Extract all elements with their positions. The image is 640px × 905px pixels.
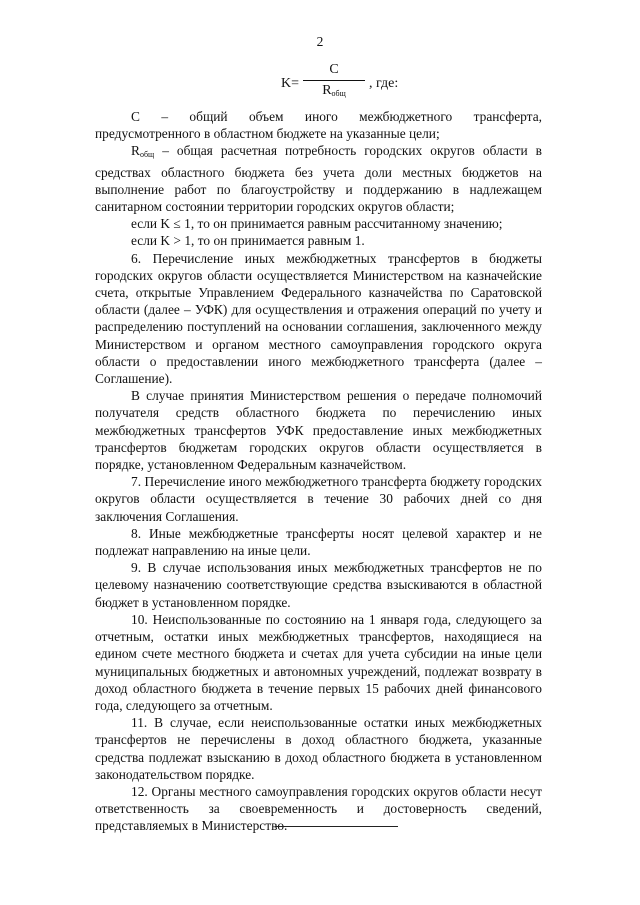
paragraph: 7. Перечисление иного межбюджетного трансферта бюджету городских округов области осуществляется в течение 30 рабочих дней со дня заключения Соглашения.	[95, 474, 542, 524]
paragraph: если K > 1, то он принимается равным 1.	[131, 233, 365, 249]
formula-numerator: C	[329, 62, 339, 77]
fraction-bar	[303, 80, 365, 81]
paragraph: если K ≤ 1, то он принимается равным рассчитанному значению;	[131, 216, 503, 232]
variable-symbol: R	[131, 143, 140, 159]
paragraph: В случае принятия Министерством решения о передаче полномочий получателя средств областного бюджета по перечислению иных межбюджетных трансфертов УФК предоставление иных межбюджетных трансфертов бюджетам городских округов области осуществляется в порядке, установленном Федеральным казначейством.	[95, 388, 542, 473]
variable-subscript: общ	[139, 150, 155, 160]
paragraph: 11. В случае, если неиспользованные остатки иных межбюджетных трансфертов не перечислены в доход областного бюджета, указанные средства подлежат взысканию в доход областного бюджета в установленном законодательством порядке.	[95, 715, 542, 782]
page-number: 2	[316, 34, 324, 49]
paragraph-text: – общая расчетная потребность городских округов области в средствах областного бюджета без учета доли местных бюджетов на выполнение работ по благоустройству и поддержанию в надлежащем санитарном состоянии территории городских округов области;	[95, 143, 542, 215]
paragraph: 10. Неиспользованные по состоянию на 1 января года, следующего за отчетным, остатки иных межбюджетных трансфертов, находящиеся на едином счете местного бюджета и счетах для учета субсидии на иные цели муниципальных бюджетных и автономных учреждений, подлежат возврату в доход областного бюджета в течение первых 15 рабочих дней финансового года, следующего за отчетным.	[95, 611, 542, 713]
document-body	[95, 108, 542, 835]
formula-suffix: , где:	[369, 76, 399, 91]
paragraph: 6. Перечисление иных межбюджетных трансфертов в бюджеты городских округов области осуществляется Министерством на казначейские счета, открытые Управлением Федерального казначейства по Саратовской области (далее – УФК) для осуществления и отражения операций по учету и распределению поступлений на основании соглашения, заключенного между Министерством и органом местного самоуправления городского округа области о предоставлении иного межбюджетного трансферта (далее – Соглашение).	[95, 250, 542, 387]
formula-lhs: K=	[281, 76, 300, 91]
denominator-subscript: общ	[331, 89, 346, 98]
formula-denominator	[303, 83, 365, 102]
paragraph: С – общий объем иного межбюджетного трансферта, предусмотренного в областном бюджете на указанные цели;	[95, 109, 542, 142]
paragraph: 12. Органы местного самоуправления городских округов области несут ответственность за своевременность и достоверность сведений, представляемых в Министерство.	[95, 783, 542, 834]
paragraph-variable-definition	[95, 142, 542, 215]
paragraph: 8. Иные межбюджетные трансферты носят целевой характер и не подлежат направлению на иные цели.	[95, 525, 542, 559]
denominator-base: R	[322, 83, 332, 98]
paragraph: 9. В случае использования иных межбюджетных трансфертов не по целевому назначению соответствующие средства взыскиваются в областной бюджет в установленном порядке.	[95, 560, 542, 610]
end-separator-line	[275, 826, 398, 827]
formula-fraction	[303, 62, 365, 102]
